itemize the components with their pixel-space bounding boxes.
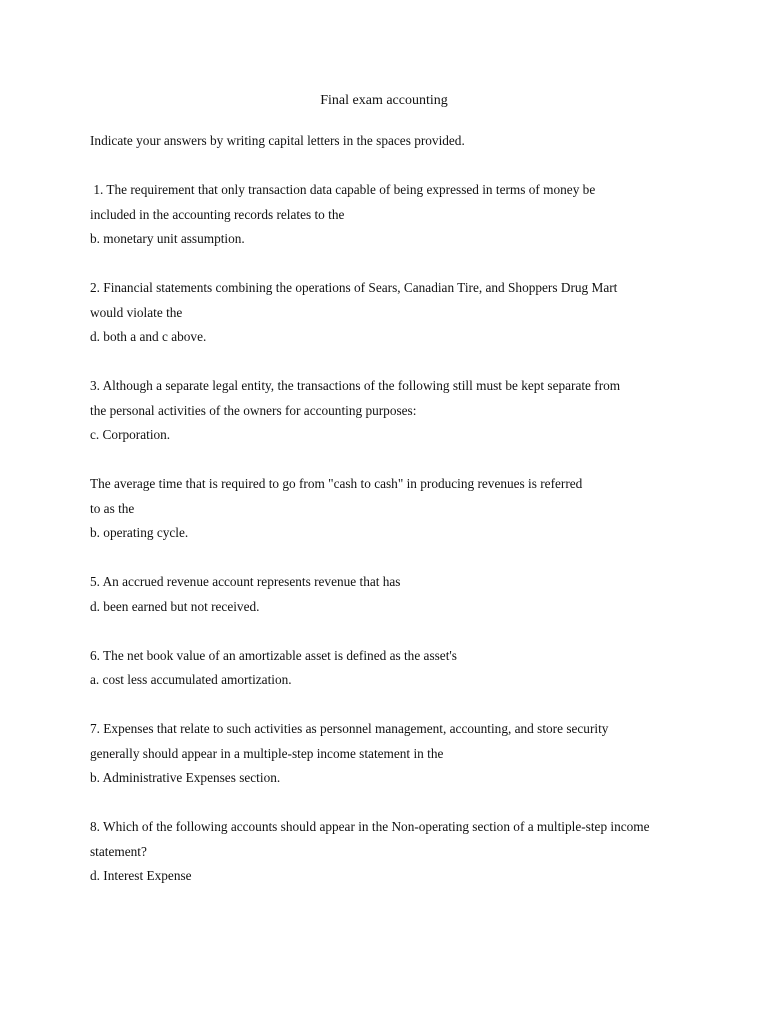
question-8 bbox=[90, 815, 690, 889]
answer-text: d. been earned but not received. bbox=[90, 598, 260, 614]
question-text-line: to as the bbox=[90, 500, 135, 516]
document-body bbox=[90, 129, 690, 913]
question-text-line: statement? bbox=[90, 843, 147, 859]
answer-text: a. cost less accumulated amortization. bbox=[90, 672, 292, 687]
question-text-line: The average time that is required to go from "cash to cash" in producing revenues is referred bbox=[90, 476, 583, 491]
instructions-text: Indicate your answers by writing capital letters in the spaces provided. bbox=[90, 133, 465, 148]
question-text-line: 3. Although a separate legal entity, the transactions of the following still must be kept separate from bbox=[90, 378, 621, 393]
question-text-line: 7. Expenses that relate to such activities as personnel management, accounting, and store security bbox=[90, 721, 609, 736]
question-6 bbox=[90, 644, 690, 693]
question-text-line: 5. An accrued revenue account represents revenue that has bbox=[90, 574, 401, 589]
question-text-line: 6. The net book value of an amortizable asset is defined as the asset's bbox=[90, 647, 457, 663]
question-7 bbox=[90, 717, 690, 791]
question-text-line: the personal activities of the owners for accounting purposes: bbox=[90, 402, 417, 418]
answer-text: b. operating cycle. bbox=[90, 525, 189, 540]
answer-text: d. both a and c above. bbox=[90, 329, 207, 344]
answer-text: b. Administrative Expenses section. bbox=[90, 770, 281, 785]
document-title: Final exam accounting bbox=[320, 93, 448, 108]
question-text-line: included in the accounting records relates to the bbox=[90, 206, 345, 222]
answer-text: c. Corporation. bbox=[90, 427, 171, 442]
question-4 bbox=[90, 472, 690, 546]
question-text-line: would violate the bbox=[90, 304, 183, 320]
question-3 bbox=[90, 374, 690, 448]
answer-text: b. monetary unit assumption. bbox=[90, 231, 245, 246]
question-text-line: 8. Which of the following accounts should appear in the Non-operating section of a multiple-step income bbox=[90, 819, 650, 834]
question-text-line: 2. Financial statements combining the operations of Sears, Canadian Tire, and Shoppers Drug Mart bbox=[90, 280, 618, 295]
answer-text: d. Interest Expense bbox=[90, 868, 192, 883]
question-1 bbox=[90, 178, 690, 252]
question-5 bbox=[90, 570, 690, 619]
question-text-line: 1. The requirement that only transaction data capable of being expressed in terms of money be bbox=[90, 182, 596, 197]
question-text-line: generally should appear in a multiple-step income statement in the bbox=[90, 745, 444, 761]
question-2 bbox=[90, 276, 690, 350]
